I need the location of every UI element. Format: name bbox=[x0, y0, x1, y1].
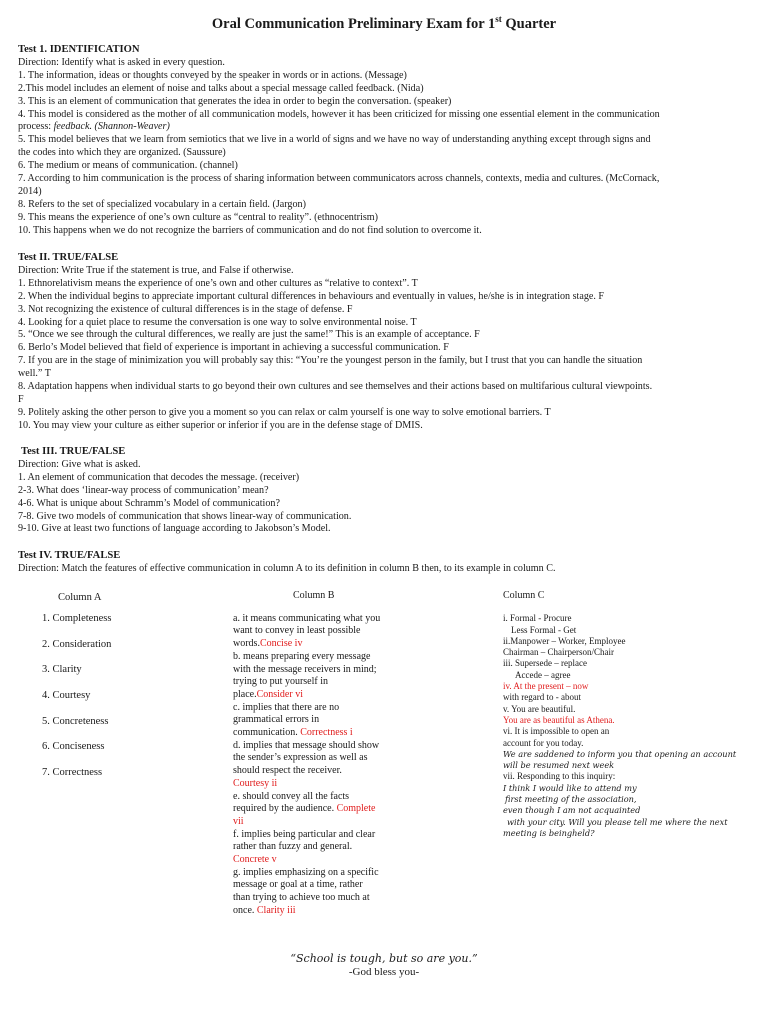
column-c-line: with your city. Will you please tell me where the next bbox=[507, 816, 728, 827]
test1-q10: 10. This happens when we do not recognize the barriers of communication and do not find solution to overcome it. bbox=[18, 224, 482, 236]
test2-q9: 9. Politely asking the other person to give you a moment so you can relax or calm yourself is one way to solve emotional barriers. T bbox=[18, 406, 551, 418]
column-c-line: even though I am not acquainted bbox=[503, 805, 641, 816]
column-c-line: I think I would like to attend my bbox=[503, 782, 637, 793]
column-c-line: vii. Responding to this inquiry: bbox=[503, 771, 616, 782]
test1-q7-cont: 2014) bbox=[18, 185, 42, 197]
column-b bbox=[233, 590, 411, 918]
column-b-line: communication. Correctness i bbox=[233, 727, 353, 739]
column-b-line: message or goal at a time, rather bbox=[233, 879, 363, 891]
column-a-item: 3. Clarity bbox=[42, 664, 82, 676]
test2-q3: 3. Not recognizing the existence of cultural differences is in the stage of defense. F bbox=[18, 303, 353, 315]
column-a-item: 2. Consideration bbox=[42, 638, 112, 650]
answer-b: Consider vi bbox=[256, 688, 303, 700]
exam-title: Oral Communication Preliminary Exam for 1st Quarter bbox=[211, 14, 557, 32]
test2-q4: 4. Looking for a quiet place to resume the conversation is one way to solve environmental noise. T bbox=[18, 316, 417, 328]
column-a-item: 5. Concreteness bbox=[42, 715, 109, 727]
test4-direction: Direction: Match the features of effective communication in column A to its definition in column B then, to its example in column C. bbox=[18, 562, 556, 574]
test3-q2: 2-3. What does ‘linear-way process of communication’ mean? bbox=[18, 484, 269, 496]
column-c-line: We are saddened to inform you that opening an account bbox=[503, 748, 737, 759]
answer-d: Courtesy ii bbox=[233, 777, 278, 789]
column-c-header: Column C bbox=[503, 590, 545, 601]
column-c-line: first meeting of the association, bbox=[505, 794, 637, 805]
column-c-line: meeting is beingheld? bbox=[503, 827, 595, 838]
column-c-line: will be resumed next week bbox=[503, 760, 615, 771]
test2-q10: 10. You may view your culture as either superior or inferior if you are in the defense stage of DMIS. bbox=[18, 419, 423, 431]
test3-section bbox=[18, 446, 761, 536]
test2-q5: 5. “Once we see through the cultural differences, we really are just the same!” This is an example of acceptance. F bbox=[18, 329, 480, 341]
column-c-line: with regard to - about bbox=[503, 692, 581, 703]
test3-q5: 9-10. Give at least two functions of language according to Jakobson’s Model. bbox=[18, 523, 331, 535]
column-a-item: 4. Courtesy bbox=[42, 690, 91, 702]
column-b-line: d. implies that message should show bbox=[233, 739, 380, 751]
column-b-line: required by the audience. Complete bbox=[233, 803, 376, 815]
column-b-line: g. implies emphasizing on a specific bbox=[233, 866, 379, 878]
test2-q1: 1. Ethnorelativism means the experience of one’s own and other cultures as “relative to context”. T bbox=[18, 277, 418, 289]
column-b-line: once. Clarity iii bbox=[233, 904, 296, 916]
test1-section bbox=[18, 44, 758, 238]
column-b-line: with the message receivers in mind; bbox=[233, 663, 377, 675]
column-b-line: f. implies being particular and clear bbox=[233, 828, 376, 840]
column-b-line: place.Consider vi bbox=[233, 688, 303, 700]
column-c-line: Accede – agree bbox=[515, 669, 571, 680]
test1-q5-cont: the codes into which they are organized. (Saussure) bbox=[18, 147, 226, 159]
column-b-line: grammatical errors in bbox=[233, 714, 320, 726]
test1-q5: 5. This model believes that we learn from semiotics that we live in a world of signs and we have no way of understanding anything except through signs and bbox=[18, 134, 651, 146]
test1-heading: Test 1. IDENTIFICATION bbox=[18, 44, 140, 55]
column-b-line: the sender’s expression as well as bbox=[233, 752, 368, 764]
test1-direction: Direction: Identify what is asked in every question. bbox=[18, 56, 225, 68]
test4-heading: Test IV. TRUE/FALSE bbox=[18, 550, 121, 561]
column-b-line: c. implies that there are no bbox=[233, 701, 340, 713]
column-c-line: iii. Supersede – replace bbox=[503, 658, 587, 669]
answer-c: Correctness i bbox=[300, 727, 353, 739]
column-c-line: iv. At the present – now bbox=[503, 681, 589, 692]
test4-section bbox=[18, 550, 758, 576]
column-b-line: words.Concise iv bbox=[233, 638, 303, 650]
column-c-line: You are as beautiful as Athena. bbox=[503, 714, 615, 725]
answer-a: Concise iv bbox=[259, 638, 303, 650]
column-b-line: trying to put yourself in bbox=[233, 676, 328, 688]
column-c-line: account for you today. bbox=[503, 737, 584, 748]
column-b-line: a. it means communicating what you bbox=[233, 612, 381, 624]
column-a bbox=[42, 592, 111, 793]
test1-q6: 6. The medium or means of communication. (channel) bbox=[18, 160, 238, 172]
test1-q4-cont: process: feedback. (Shannon-Weaver) bbox=[18, 121, 170, 133]
test2-direction: Direction: Write True if the statement is true, and False if otherwise. bbox=[18, 264, 294, 276]
column-b-line: want to convey in least possible bbox=[233, 625, 361, 637]
column-c bbox=[503, 590, 758, 839]
test2-section bbox=[18, 252, 758, 433]
test3-q3: 4-6. What is unique about Schramm’s Model of communication? bbox=[18, 497, 280, 509]
column-c-line: v. You are beautiful. bbox=[503, 703, 576, 714]
test1-q4: 4. This model is considered as the mother of all communication models, however it has been criticized for missing one essential element in the communication bbox=[18, 108, 660, 120]
answer-g: Clarity iii bbox=[256, 904, 296, 916]
column-a-item: 6. Conciseness bbox=[42, 741, 105, 753]
test1-q7: 7. According to him communication is the process of sharing information between communicators across channels, contexts, media and cultures. (McCornack, bbox=[18, 173, 660, 185]
column-c-line: ii.Manpower – Worker, Employee bbox=[503, 635, 626, 646]
column-c-line: vi. It is impossible to open an bbox=[503, 726, 610, 737]
column-c-line: i. Formal - Procure bbox=[503, 613, 572, 624]
test1-q9: 9. This means the experience of one’s own culture as “central to reality”. (ethnocentrism) bbox=[18, 211, 378, 223]
test2-q8: 8. Adaptation happens when individual starts to go beyond their own cultures and see themselves and their actions based on multifarious cultural viewpoints. bbox=[18, 381, 653, 393]
column-b-line: should respect the receiver. bbox=[233, 765, 342, 777]
column-b-header: Column B bbox=[293, 590, 335, 601]
column-c-line: Chairman – Chairperson/Chair bbox=[503, 647, 614, 658]
test2-q8-cont: F bbox=[18, 393, 24, 405]
test3-q1: 1. An element of communication that decodes the message. (receiver) bbox=[18, 471, 300, 483]
column-b-line: rather than fuzzy and general. bbox=[233, 841, 353, 853]
test1-q1: 1. The information, ideas or thoughts conveyed by the speaker in words or in actions. (Message) bbox=[18, 69, 407, 81]
test1-q8: 8. Refers to the set of specialized vocabulary in a certain field. (Jargon) bbox=[18, 198, 306, 210]
footer-blessing: -God bless you- bbox=[348, 966, 420, 978]
answer-f: Concrete v bbox=[233, 854, 277, 866]
test3-q4: 7-8. Give two models of communication that shows linear-way of communication. bbox=[18, 510, 352, 522]
answer-e: Complete bbox=[336, 803, 376, 815]
column-a-item: 1. Completeness bbox=[42, 613, 112, 624]
column-b-line: than trying to achieve too much at bbox=[233, 892, 370, 904]
column-c-line: Less Formal - Get bbox=[511, 624, 577, 635]
test2-q7-cont: well.” T bbox=[18, 368, 51, 380]
footer-quote: “School is tough, but so are you.” bbox=[290, 952, 478, 965]
column-a-item: 7. Correctness bbox=[42, 767, 103, 779]
column-b-line: b. means preparing every message bbox=[233, 650, 371, 662]
answer-e-cont: vii bbox=[233, 815, 244, 827]
test2-q2: 2. When the individual begins to appreciate important cultural differences in behaviours and eventually in values, he/she is in integration stage. F bbox=[18, 290, 605, 302]
test1-q2: 2.This model includes an element of noise and talks about a special message called feedback. (Nida) bbox=[18, 82, 424, 94]
test3-direction: Direction: Give what is asked. bbox=[18, 458, 141, 470]
column-a-header: Column A bbox=[58, 592, 102, 603]
test2-heading: Test II. TRUE/FALSE bbox=[18, 252, 119, 263]
test2-q7: 7. If you are in the stage of minimization you will probably say this: “You’re the youngest person in the family, but I trust that you can handle the situation bbox=[18, 355, 643, 367]
test2-q6: 6. Berlo’s Model believed that field of experience is important in achieving a successful communication. F bbox=[18, 342, 449, 354]
column-b-line: e. should convey all the facts bbox=[233, 790, 350, 802]
test1-q3: 3. This is an element of communication that generates the idea in order to begin the conversation. (speaker) bbox=[18, 95, 452, 107]
test3-heading: Test III. TRUE/FALSE bbox=[21, 446, 126, 457]
